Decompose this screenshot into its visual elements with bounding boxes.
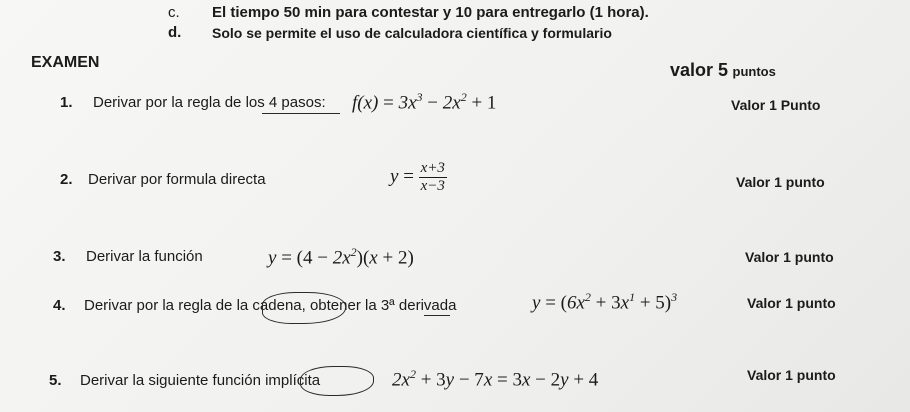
question-4-text: Derivar por la regla de la cadena, obtener la 3ª derivada	[84, 297, 457, 314]
total-value	[670, 60, 776, 81]
total-value-suffix: puntos	[732, 64, 776, 79]
question-5-equation: $2x^2 + 3y - 7x = 3x - 2y + 4$	[392, 367, 599, 391]
question-1-equation: $f(x) = 3x^3 - 2x^2 + 1$	[352, 90, 497, 114]
question-4-number: 4.	[53, 297, 66, 314]
question-2-equation: y = $\frac{x+3}{x-3}$	[390, 160, 445, 194]
instruction-d-text: Solo se permite el uso de calculadora científica y formulario	[212, 25, 612, 41]
question-1-value: Valor 1 Punto	[731, 97, 821, 113]
question-5-text: Derivar la siguiente función implícita	[80, 372, 321, 389]
question-1-text: Derivar por la regla de los 4 pasos:	[93, 94, 326, 111]
question-1-number: 1.	[60, 94, 73, 111]
question-3-value: Valor 1 punto	[745, 249, 834, 265]
question-3-text: Derivar la función	[86, 248, 203, 265]
question-2-value: Valor 1 punto	[736, 174, 825, 190]
question-4-value: Valor 1 punto	[747, 295, 836, 311]
fraction: $\frac{x+3}{x-3}$	[420, 160, 445, 194]
exam-title: EXAMEN	[31, 54, 100, 71]
question-5-value: Valor 1 punto	[747, 367, 836, 383]
question-2-text: Derivar por formula directa	[88, 171, 266, 188]
instruction-c	[168, 4, 180, 21]
total-value-main: valor 5	[670, 60, 729, 80]
instruction-d-letter: d.	[168, 24, 182, 41]
question-5-number: 5.	[49, 372, 62, 389]
instruction-c-letter: c.	[168, 4, 180, 21]
handwritten-underline-3a	[424, 315, 450, 316]
question-4-equation: $y = (6x^2 + 3x^1 + 5)^3$	[532, 290, 678, 314]
handwritten-underline-4-pasos	[262, 113, 340, 114]
question-2-number: 2.	[60, 171, 73, 188]
instruction-c-text: El tiempo 50 min para contestar y 10 para entregarlo (1 hora).	[212, 4, 649, 21]
question-3-equation: $y = (4 - 2x^2)(x + 2)$	[268, 245, 414, 269]
question-3-number: 3.	[53, 248, 66, 265]
handwritten-circle-implicita	[300, 366, 374, 396]
handwritten-circle-cadena	[262, 292, 346, 324]
